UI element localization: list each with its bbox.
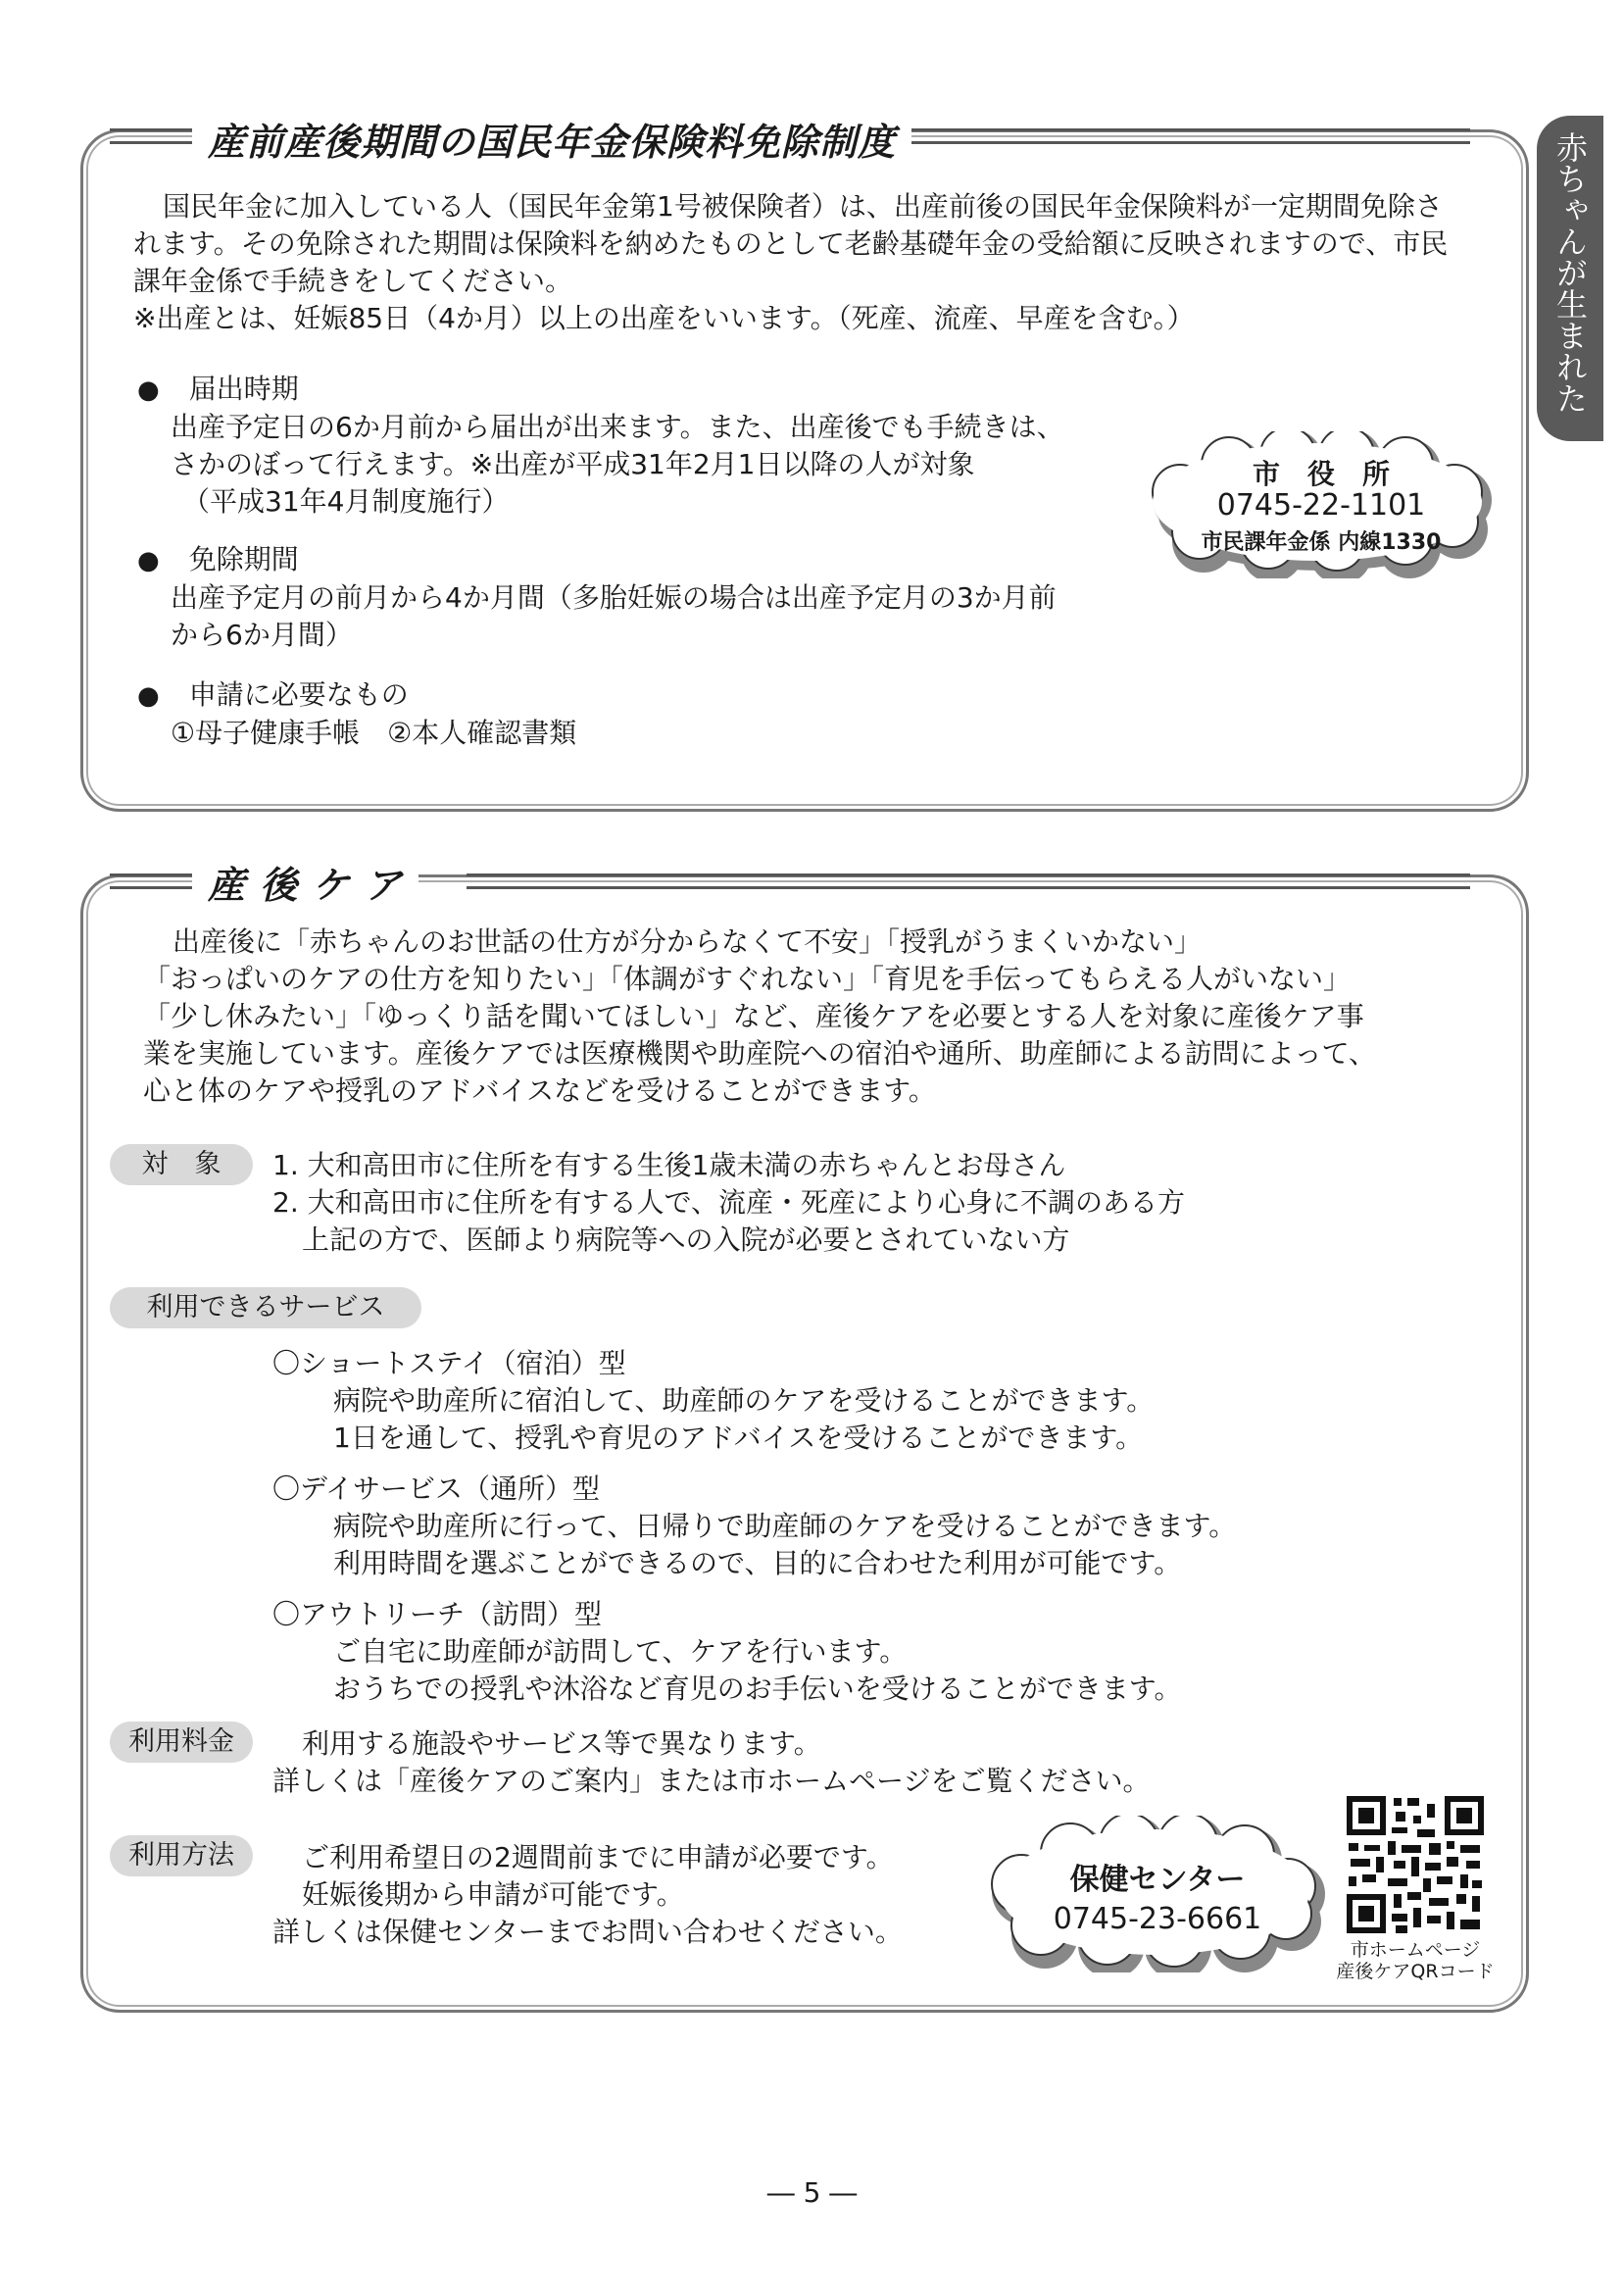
fee-line: 利用する施設やサービス等で異なります。 <box>302 1727 821 1760</box>
service-name: 〇デイサービス（通所）型 <box>272 1472 601 1505</box>
service-line: おうちでの授乳や沐浴など育児のお手伝いを受けることができます。 <box>333 1672 1182 1705</box>
intro-line: 心と体のケアや授乳のアドバイスなどを受けることができます。 <box>143 1074 936 1107</box>
contact-name: 市 役 所 <box>1252 458 1390 490</box>
bullet-icon: ● <box>137 375 160 405</box>
title-rule-right <box>882 128 1470 144</box>
item-line: 出産予定月の前月から4か月間（多胎妊娠の場合は出産予定月の3か月前 <box>171 581 1057 614</box>
service-item <box>272 1596 1449 1708</box>
method-text <box>272 1839 1017 1951</box>
target-line: 上記の方で、医師より病院等への入院が必要とされていない方 <box>302 1223 1070 1256</box>
section-intro <box>143 923 1515 1110</box>
item-heading: 免除期間 <box>188 543 299 575</box>
intro-line: れます。その免除された期間は保険料を納めたものとして老齢基礎年金の受給額に反映されますので、市民 <box>133 227 1449 260</box>
qr-caption <box>1309 1939 1521 1982</box>
service-name: 〇アウトリーチ（訪問）型 <box>272 1598 603 1630</box>
info-item <box>137 676 1117 752</box>
title-rule-right <box>467 873 1470 889</box>
service-line: 病院や助産所に宿泊して、助産師のケアを受けることができます。 <box>333 1384 1155 1417</box>
intro-line: 業を実施しています。産後ケアでは医療機関や助産院への宿泊や通所、助産師による訪問によって、 <box>143 1037 1377 1070</box>
item-line: さかのぼって行えます。※出産が平成31年2月1日以降の人が対象 <box>171 448 975 480</box>
fee-line: 詳しくは「産後ケアのご案内」または市ホームページをご覧ください。 <box>272 1765 1151 1797</box>
title-rule-left <box>110 873 200 889</box>
qr-caption-line: 市ホームページ <box>1350 1939 1481 1961</box>
service-item <box>272 1345 1449 1457</box>
side-tab-label: 赤ちゃんが生まれたら <box>1485 131 1589 414</box>
item-line: （平成31年4月制度施行） <box>182 485 510 518</box>
side-tab <box>1485 116 1603 441</box>
qr-pattern <box>1345 1794 1486 1935</box>
section-title: 産 後 ケ ア <box>192 855 418 909</box>
info-item <box>137 541 1117 654</box>
intro-line: ※出産とは、妊娠85日（4か月）以上の出産をいいます。（死産、流産、早産を含む。） <box>133 302 1195 334</box>
health-center-contact-cloud <box>986 1816 1329 1972</box>
service-line: 利用時間を選ぶことができるので、目的に合わせた利用が可能です。 <box>333 1547 1182 1579</box>
target-label: 対 象 <box>110 1144 253 1185</box>
section-title: 産前産後期間の国民年金保険料免除制度 <box>192 112 911 166</box>
qr-caption-line: 産後ケアQRコード <box>1336 1961 1495 1982</box>
fee-text <box>272 1725 1351 1800</box>
method-line: ご利用希望日の2週間前までに申請が必要です。 <box>302 1841 894 1873</box>
target-list <box>272 1147 1449 1259</box>
target-line: 1. 大和高田市に住所を有する生後1歳未満の赤ちゃんとお母さん <box>272 1149 1066 1181</box>
service-item <box>272 1471 1449 1582</box>
method-label: 利用方法 <box>110 1835 253 1876</box>
service-line: 病院や助産所に行って、日帰りで助産師のケアを受けることができます。 <box>333 1510 1237 1542</box>
service-line: ご自宅に助産師が訪問して、ケアを行います。 <box>333 1635 908 1668</box>
item-heading: 届出時期 <box>188 373 299 405</box>
target-line: 2. 大和高田市に住所を有する人で、流産・死産により心身に不調のある方 <box>272 1186 1186 1219</box>
page-number: ― 5 ― <box>766 2176 858 2209</box>
contact-name: 保健センター <box>1069 1863 1246 1897</box>
bullet-icon: ● <box>137 546 160 575</box>
item-line: ①母子健康手帳 ②本人確認書類 <box>171 717 577 749</box>
intro-line: 課年金係で手続きをしてください。 <box>133 265 573 297</box>
title-rule-left <box>110 128 200 144</box>
intro-line: 出産後に「赤ちゃんのお世話の仕方が分からなくて不安」「授乳がうまくいかない」 <box>172 925 1203 958</box>
intro-line: 「おっぱいのケアの仕方を知りたい」「体調がすぐれない」「育児を手伝ってもらえる人がいない」 <box>143 963 1352 995</box>
method-line: 詳しくは保健センターまでお問い合わせください。 <box>272 1916 903 1948</box>
item-line: から6か月間） <box>171 619 353 651</box>
service-line: 1日を通して、授乳や育児のアドバイスを受けることができます。 <box>333 1422 1144 1454</box>
bullet-icon: ● <box>137 681 160 711</box>
contact-phone: 0745-22-1101 <box>1216 488 1426 523</box>
item-heading: 申請に必要なもの <box>188 678 409 711</box>
qr-code-icon <box>1345 1794 1486 1935</box>
city-hall-contact-cloud <box>1145 431 1498 578</box>
section-intro <box>133 188 1505 337</box>
contact-dept: 市民課年金係 内線1330 <box>1201 530 1442 555</box>
fee-label: 利用料金 <box>110 1722 253 1763</box>
item-line: 出産予定日の6か月前から届出が出来ます。また、出産後でも手続きは、 <box>171 411 1064 443</box>
intro-line: 「少し休みたい」「ゆっくり話を聞いてほしい」など、産後ケアを必要とする人を対象に産後ケア事 <box>143 1000 1364 1032</box>
info-item <box>137 371 1117 521</box>
method-line: 妊娠後期から申請が可能です。 <box>302 1878 684 1911</box>
contact-phone: 0745-23-6661 <box>1053 1902 1262 1936</box>
service-name: 〇ショートステイ（宿泊）型 <box>272 1347 626 1379</box>
services-label: 利用できるサービス <box>110 1287 421 1328</box>
intro-line: 国民年金に加入している人（国民年金第1号被保険者）は、出産前後の国民年金保険料が一定期間免除さ <box>163 190 1443 223</box>
